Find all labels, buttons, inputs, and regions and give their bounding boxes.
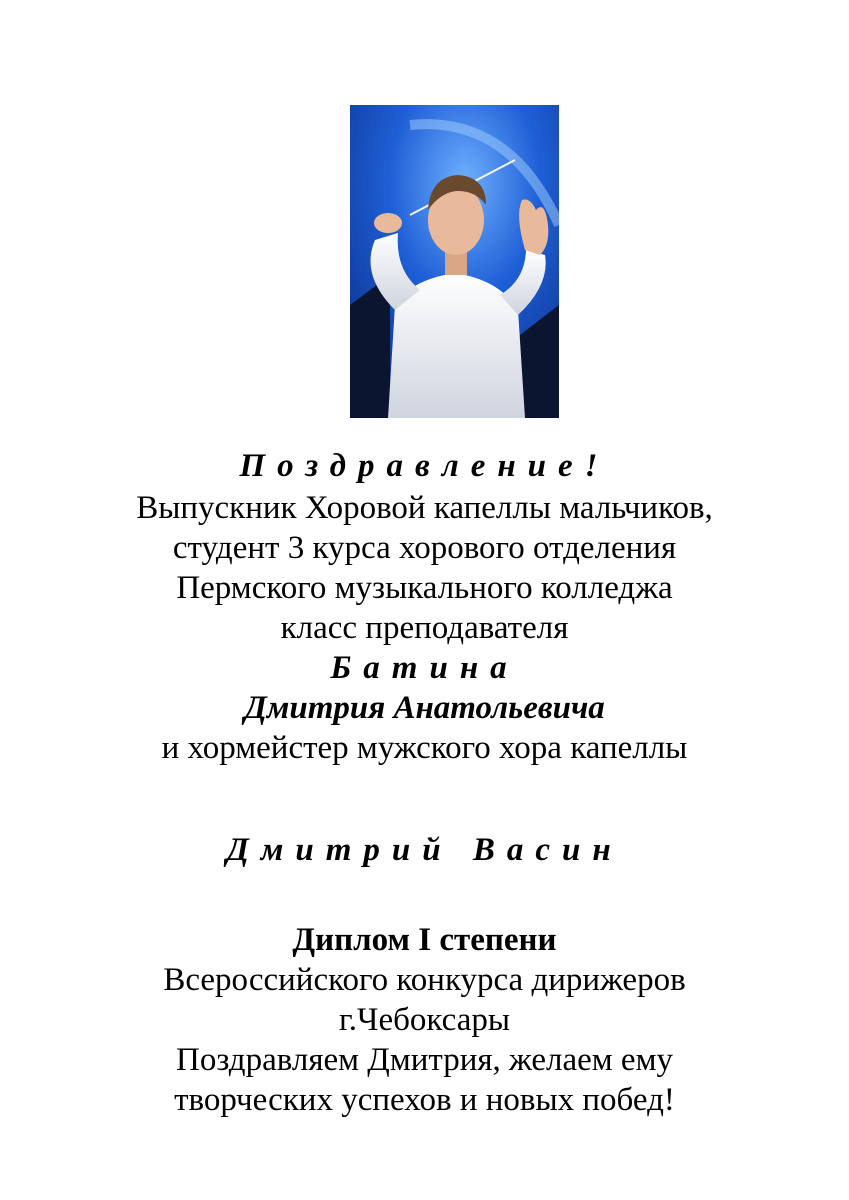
- award-title: Диплом I степени: [292, 922, 557, 958]
- wish-line-2: творческих успехов и новых побед!: [174, 1082, 675, 1118]
- teacher-surname: Батина: [330, 650, 519, 686]
- student-name: Дмитрий Васин: [226, 832, 623, 868]
- intro-line-3: Пермского музыкального колледжа: [176, 570, 673, 606]
- competition-line-1: Всероссийского конкурса дирижеров: [163, 962, 686, 998]
- role-line: и хормейстер мужского хора капеллы: [161, 730, 688, 766]
- heading: Поздравление!: [239, 448, 610, 484]
- conductor-photo: [350, 105, 559, 418]
- intro-line-2: студент 3 курса хорового отделения: [172, 530, 677, 566]
- teacher-name: Дмитрия Анатольевича: [244, 690, 605, 726]
- intro-line-1: Выпускник Хоровой капеллы мальчиков,: [136, 490, 713, 526]
- wish-line-1: Поздравляем Дмитрия, желаем ему: [176, 1042, 673, 1078]
- intro-line-4: класс преподавателя: [280, 610, 569, 646]
- competition-line-2: г.Чебоксары: [338, 1002, 511, 1038]
